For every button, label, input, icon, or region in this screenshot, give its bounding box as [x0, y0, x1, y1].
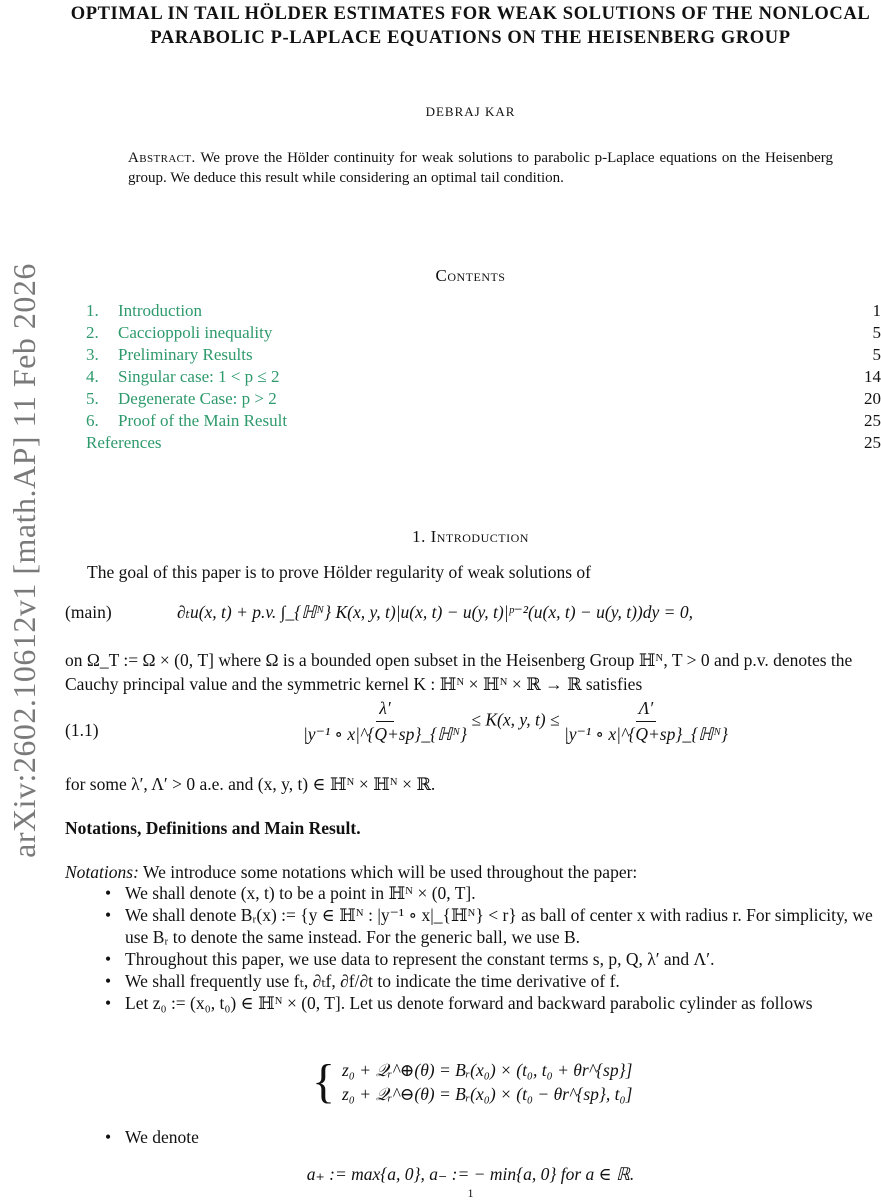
toc-item-references[interactable] — [86, 432, 881, 454]
left-brace: { — [312, 1055, 336, 1108]
toc-page: 25 — [864, 411, 881, 430]
paper-title: OPTIMAL IN TAIL HÖLDER ESTIMATES FOR WEAK SOLUTIONS OF THE NONLOCAL PARABOLIC P-LAPLACE EQUATIONS ON THE HEISENBERG GROUP — [70, 4, 871, 48]
numerator: λ′ — [376, 698, 393, 722]
equation-main — [65, 602, 881, 632]
abstract — [128, 148, 833, 188]
toc-link[interactable]: Introduction — [118, 301, 203, 320]
positive-negative-part-equation: a₊ := max{a, 0}, a₋ := − min{a, 0} for a ∈ ℝ. — [306, 1164, 635, 1184]
toc-num: 2. — [86, 323, 99, 342]
forward-cylinder: z₀ + 𝒬ᵣ^⊕(θ) = Bᵣ(x₀) × (t₀, t₀ + θr^{sp}] — [342, 1060, 633, 1080]
notations-list — [105, 882, 881, 1014]
toc-item-preliminary[interactable] — [86, 344, 881, 366]
toc-page: 20 — [864, 389, 881, 408]
arxiv-stamp — [4, 250, 44, 870]
list-item: • Let z₀ := (x₀, t₀) ∈ ℍᴺ × (0, T]. Let us denote forward and backward parabolic cylinder as follows — [105, 992, 881, 1014]
denominator: |y⁻¹ ∘ x|^{Q+sp}_{ℍᴺ} — [303, 724, 468, 744]
toc-link[interactable]: References — [86, 433, 162, 452]
equation-tag: (1.1) — [65, 720, 99, 740]
toc-num: 3. — [86, 345, 99, 364]
toc-page: 5 — [872, 345, 881, 364]
toc-item-caccioppoli[interactable] — [86, 322, 881, 344]
notations-list-continued — [105, 1126, 881, 1148]
toc-item-singular[interactable] — [86, 366, 881, 388]
toc-item-degenerate[interactable] — [86, 388, 881, 410]
toc-item-proof[interactable] — [86, 410, 881, 432]
upper-bound-fraction — [564, 698, 728, 745]
domain-paragraph: on Ω_T := Ω × (0, T] where Ω is a bounded open subset in the Heisenberg Group ℍᴺ, T > 0 and p.v. denotes the Cauchy principal value and the symmetric kernel K : ℍᴺ × ℍᴺ × ℝ → ℝ satisfies — [65, 650, 853, 694]
list-item: • We shall frequently use fₜ, ∂ₜf, ∂f/∂t to indicate the time derivative of f. — [105, 970, 881, 992]
kernel-inequality: ≤ K(x, y, t) ≤ — [471, 709, 560, 730]
toc-link[interactable]: Proof of the Main Result — [118, 411, 288, 430]
notations-intro — [65, 860, 881, 884]
contents-heading: Contents — [435, 266, 506, 285]
abstract-label: Abstract. — [128, 150, 196, 166]
list-item: • We shall denote Bᵣ(x) := {y ∈ ℍᴺ : |y⁻¹ ∘ x|_{ℍᴺ} < r} as ball of center x with radius r. For simplicity, we use Bᵣ to denote the same instead. For the generic ball, we use B. — [105, 904, 881, 948]
subsection-heading: Notations, Definitions and Main Result. — [65, 818, 361, 838]
lower-bound-fraction — [303, 698, 467, 745]
denominator: |y⁻¹ ∘ x|^{Q+sp}_{ℍᴺ} — [563, 724, 728, 744]
toc-item-introduction[interactable] — [86, 300, 881, 322]
equation-tag: (main) — [65, 602, 112, 622]
toc-num: 6. — [86, 411, 99, 430]
section-heading-introduction: 1. Introduction — [412, 527, 529, 546]
backward-cylinder: z₀ + 𝒬ᵣ^⊖(θ) = Bᵣ(x₀) × (t₀ − θr^{sp}, t₀] — [342, 1084, 633, 1104]
numerator: Λ′ — [636, 698, 656, 722]
toc-num: 1. — [86, 301, 99, 320]
toc-page: 14 — [864, 367, 881, 386]
table-of-contents — [86, 300, 881, 454]
kernel-bounds — [303, 698, 728, 745]
toc-num: 5. — [86, 389, 99, 408]
toc-page: 1 — [872, 301, 881, 320]
equation-1-1 — [65, 698, 881, 768]
list-item: • Throughout this paper, we use data to represent the constant terms s, p, Q, λ′ and Λ′. — [105, 948, 881, 970]
toc-num: 4. — [86, 367, 99, 386]
constants-paragraph: for some λ′, Λ′ > 0 a.e. and (x, y, t) ∈ ℍᴺ × ℍᴺ × ℝ. — [65, 774, 436, 794]
notations-text: We introduce some notations which will be used throughout the paper: — [142, 862, 638, 882]
toc-link[interactable]: Caccioppoli inequality — [118, 323, 273, 342]
intro-paragraph: The goal of this paper is to prove Hölder regularity of weak solutions of — [87, 562, 591, 582]
toc-link[interactable]: Degenerate Case: p > 2 — [118, 389, 277, 408]
notations-label: Notations: — [65, 862, 139, 882]
abstract-text: We prove the Hölder continuity for weak solutions to parabolic p-Laplace equations on the Heisenberg group. We deduce this result while considering an optimal tail condition. — [128, 150, 833, 186]
toc-page: 25 — [864, 433, 881, 452]
toc-link[interactable]: Preliminary Results — [118, 345, 253, 364]
list-item: • We denote — [105, 1126, 881, 1148]
page-number: 1 — [467, 1186, 474, 1200]
list-item: • We shall denote (x, t) to be a point in ℍᴺ × (0, T]. — [105, 882, 881, 904]
toc-page: 5 — [872, 323, 881, 342]
toc-link[interactable]: Singular case: 1 < p ≤ 2 — [118, 367, 280, 386]
arxiv-identifier: arXiv:2602.10612v1 [math.AP] 11 Feb 2026 — [5, 262, 42, 858]
equation-body: ∂ₜu(x, t) + p.v. ∫_{ℍᴺ} K(x, y, t)|u(x, t) − u(y, t)|ᵖ⁻²(u(x, t) − u(y, t))dy = 0, — [177, 602, 693, 622]
author: DEBRAJ KAR — [425, 104, 516, 119]
